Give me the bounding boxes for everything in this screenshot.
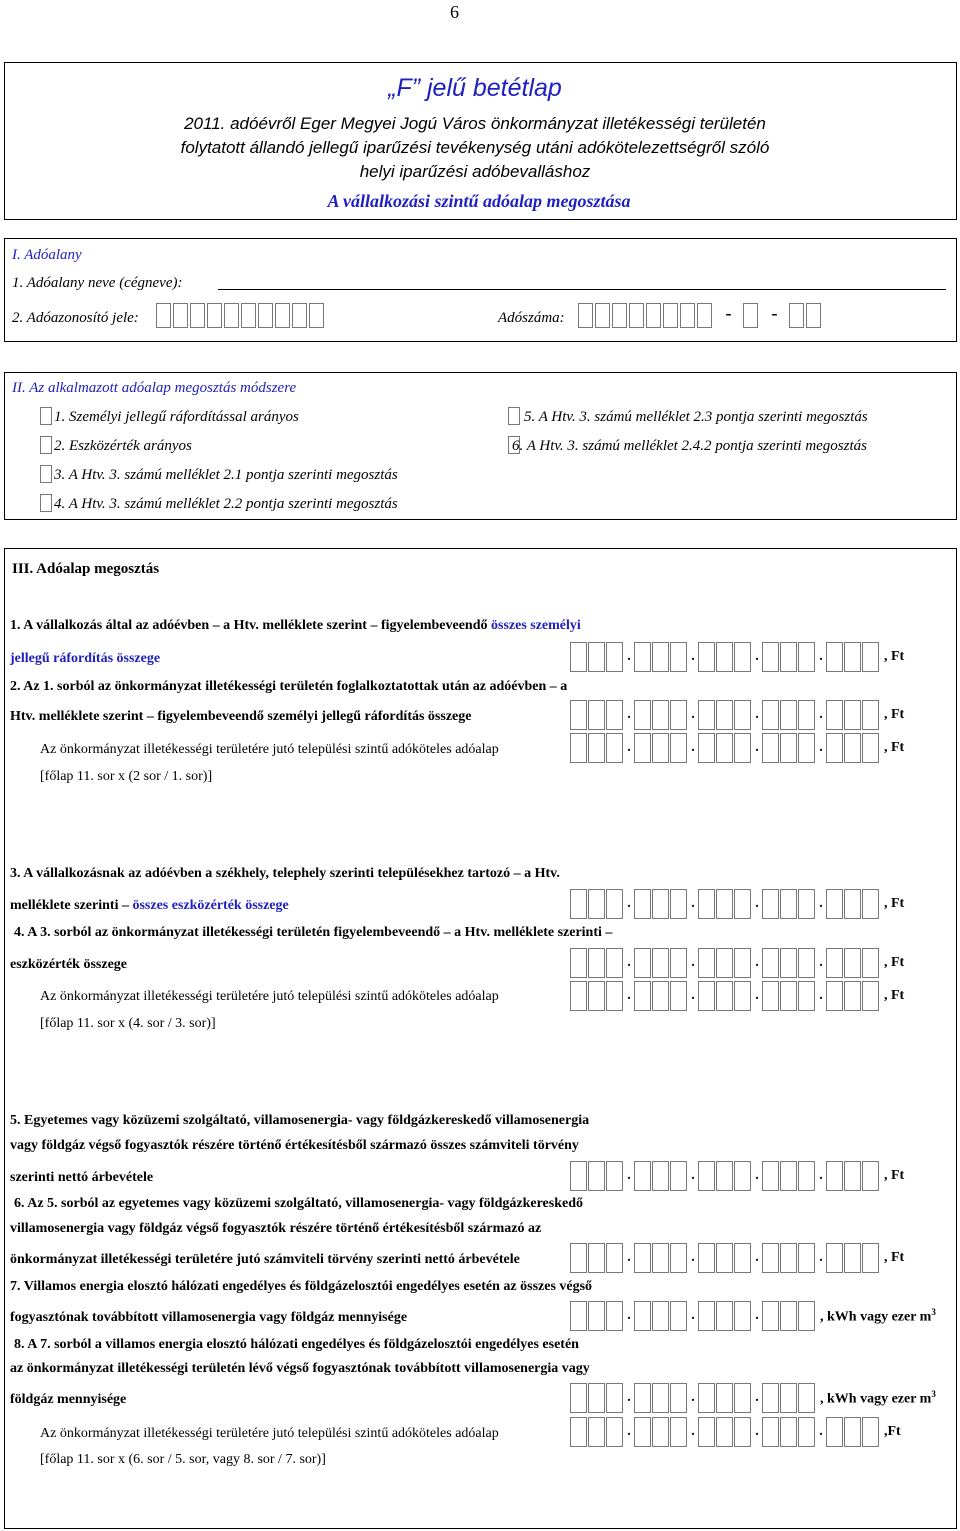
digit-cell[interactable] bbox=[844, 1417, 861, 1447]
digit-cell[interactable] bbox=[798, 981, 815, 1011]
digit-cell[interactable] bbox=[716, 1243, 733, 1273]
digit-cell[interactable] bbox=[606, 1161, 623, 1191]
digit-cell[interactable] bbox=[698, 981, 715, 1011]
digit-cell[interactable] bbox=[670, 1161, 687, 1191]
digit-cell[interactable] bbox=[634, 1383, 651, 1413]
method-1-label: 1. Személyi jellegű ráfordítással arányos bbox=[54, 409, 299, 425]
unit-label: , Ft bbox=[884, 1250, 905, 1265]
digit-cell[interactable] bbox=[652, 733, 669, 763]
thousands-separator: . bbox=[691, 955, 695, 970]
method-4-checkbox[interactable] bbox=[40, 494, 52, 512]
digit-cell[interactable] bbox=[588, 700, 605, 730]
digit-cell[interactable] bbox=[588, 1161, 605, 1191]
digit-cell[interactable] bbox=[780, 1243, 797, 1273]
digit-cell[interactable] bbox=[762, 1243, 779, 1273]
thousands-separator: . bbox=[755, 988, 759, 1003]
digit-cell[interactable] bbox=[762, 642, 779, 672]
digit-cell[interactable] bbox=[698, 889, 715, 919]
digit-cell[interactable] bbox=[570, 981, 587, 1011]
digit-cell[interactable] bbox=[762, 889, 779, 919]
digit-cell[interactable] bbox=[698, 1161, 715, 1191]
digit-cell[interactable] bbox=[734, 1383, 751, 1413]
unit-label: , Ft bbox=[884, 740, 905, 755]
digit-cell[interactable] bbox=[734, 1301, 751, 1331]
digit-cell[interactable] bbox=[716, 1161, 733, 1191]
digit-cell[interactable] bbox=[862, 1161, 879, 1191]
share-1-amount-input[interactable] bbox=[570, 733, 904, 763]
digit-cell[interactable] bbox=[652, 948, 669, 978]
share-2-amount-input[interactable] bbox=[570, 981, 904, 1011]
digit-cell[interactable] bbox=[844, 1161, 861, 1191]
digit-cell[interactable] bbox=[716, 981, 733, 1011]
share-3-text: Az önkormányzat illetékességi területére jutó települési szintű adóköteles adóalap bbox=[40, 1426, 499, 1441]
thousands-separator: . bbox=[627, 896, 631, 911]
digit-cell[interactable] bbox=[588, 1417, 605, 1447]
digit-cell[interactable] bbox=[762, 1301, 779, 1331]
row-7-text: 7. Villamos energia elosztó hálózati engedélyes és földgázelosztói engedélyes esetén az összes végső bbox=[10, 1279, 593, 1294]
digit-cell[interactable] bbox=[734, 889, 751, 919]
taxid-label: 2. Adóazonosító jele: bbox=[12, 310, 139, 326]
digit-cell[interactable] bbox=[862, 948, 879, 978]
digit-cell[interactable] bbox=[570, 1417, 587, 1447]
digit-cell[interactable] bbox=[798, 948, 815, 978]
method-6-label: 6. A Htv. 3. számú melléklet 2.4.2 pontja szerinti megosztás bbox=[512, 438, 867, 454]
digit-cell[interactable] bbox=[716, 889, 733, 919]
digit-cell[interactable] bbox=[670, 700, 687, 730]
thousands-separator: . bbox=[627, 988, 631, 1003]
thousands-separator: . bbox=[627, 1424, 631, 1439]
digit-cell[interactable] bbox=[606, 1301, 623, 1331]
digit-cell[interactable] bbox=[862, 1243, 879, 1273]
row-6-text: 6. Az 5. sorból az egyetemes vagy közüzemi szolgáltató, villamosenergia- vagy földgázkereskedő bbox=[14, 1196, 583, 1211]
page-number: 6 bbox=[450, 2, 459, 22]
digit-cell[interactable] bbox=[844, 733, 861, 763]
thousands-separator: . bbox=[755, 955, 759, 970]
digit-cell[interactable] bbox=[762, 700, 779, 730]
digit-cell[interactable] bbox=[862, 981, 879, 1011]
digit-cell[interactable] bbox=[762, 1383, 779, 1413]
digit-cell[interactable] bbox=[588, 1243, 605, 1273]
digit-cell[interactable] bbox=[780, 1383, 797, 1413]
row-2-text-2: Htv. melléklete szerint – figyelembeveendő személyi jellegű ráfordítás összege bbox=[10, 709, 472, 724]
thousands-separator: . bbox=[691, 1308, 695, 1323]
digit-cell[interactable] bbox=[844, 1243, 861, 1273]
unit-superscript: 3 bbox=[931, 1388, 936, 1399]
digit-cell[interactable] bbox=[698, 1301, 715, 1331]
digit-cell[interactable] bbox=[798, 642, 815, 672]
thousands-separator: . bbox=[627, 1390, 631, 1405]
digit-cell[interactable] bbox=[606, 733, 623, 763]
digit-cell[interactable] bbox=[634, 1417, 651, 1447]
digit-cell[interactable] bbox=[670, 1417, 687, 1447]
row-6-amount-input[interactable] bbox=[570, 1243, 904, 1273]
taxid-input[interactable] bbox=[156, 303, 326, 328]
thousands-separator: . bbox=[691, 988, 695, 1003]
share-1-text: Az önkormányzat illetékességi területére jutó települési szintű adóköteles adóalap bbox=[40, 742, 499, 757]
digit-cell[interactable] bbox=[670, 889, 687, 919]
unit-text: , kWh vagy ezer m bbox=[820, 1391, 932, 1407]
digit-cell[interactable] bbox=[652, 1301, 669, 1331]
row-4-amount-input[interactable] bbox=[570, 948, 904, 978]
digit-cell[interactable] bbox=[798, 1383, 815, 1413]
thousands-separator: . bbox=[755, 707, 759, 722]
digit-cell[interactable] bbox=[570, 1243, 587, 1273]
thousands-separator: . bbox=[627, 740, 631, 755]
section-2-title: II. Az alkalmazott adóalap megosztás módszere bbox=[12, 380, 297, 396]
row-8-text: 8. A 7. sorból a villamos energia elosztó hálózati engedélyes és földgázelosztói engedélyes esetén bbox=[14, 1337, 579, 1352]
thousands-separator: . bbox=[819, 896, 823, 911]
thousands-separator: . bbox=[691, 649, 695, 664]
row-5-amount-input[interactable] bbox=[570, 1161, 904, 1191]
digit-cell[interactable] bbox=[652, 981, 669, 1011]
row-2-text: 2. Az 1. sorból az önkormányzat illetékességi területén foglalkoztatottak után az adóévben – a bbox=[10, 679, 568, 694]
method-1-checkbox[interactable] bbox=[40, 407, 52, 425]
digit-cell[interactable] bbox=[862, 733, 879, 763]
digit-cell[interactable] bbox=[634, 1161, 651, 1191]
thousands-separator: . bbox=[755, 1424, 759, 1439]
thousands-separator: . bbox=[691, 740, 695, 755]
method-2-checkbox[interactable] bbox=[40, 436, 52, 454]
unit-label: , Ft bbox=[884, 707, 905, 722]
digit-cell[interactable] bbox=[670, 733, 687, 763]
method-4-label: 4. A Htv. 3. számú melléklet 2.2 pontja szerinti megosztás bbox=[54, 496, 398, 512]
method-5-checkbox[interactable] bbox=[508, 407, 520, 425]
digit-cell[interactable] bbox=[570, 889, 587, 919]
name-label: 1. Adóalany neve (cégneve): bbox=[12, 275, 183, 291]
thousands-separator: . bbox=[755, 1308, 759, 1323]
thousands-separator: . bbox=[819, 707, 823, 722]
digit-cell[interactable] bbox=[826, 948, 843, 978]
digit-cell[interactable] bbox=[780, 948, 797, 978]
digit-cell[interactable] bbox=[826, 1243, 843, 1273]
row-5-text: 5. Egyetemes vagy közüzemi szolgáltató, villamosenergia- vagy földgázkereskedő villamosenergia bbox=[10, 1113, 590, 1128]
row-3-text-2: melléklete szerinti – összes eszközérték összege bbox=[10, 898, 289, 913]
method-2-label: 2. Eszközérték arányos bbox=[54, 438, 192, 454]
method-3-checkbox[interactable] bbox=[40, 465, 52, 483]
thousands-separator: . bbox=[627, 707, 631, 722]
digit-cell[interactable] bbox=[716, 733, 733, 763]
digit-cell[interactable] bbox=[780, 1417, 797, 1447]
row-8-text-2: az önkormányzat illetékességi területén lévő végső fogyasztónak továbbított villamosenergia vagy bbox=[10, 1361, 590, 1376]
row-8-amount-input[interactable] bbox=[570, 1383, 936, 1413]
digit-cell[interactable] bbox=[698, 1243, 715, 1273]
page-title: „F” jelű betétlap bbox=[388, 74, 562, 102]
thousands-separator: . bbox=[627, 1250, 631, 1265]
digit-cell[interactable] bbox=[588, 1301, 605, 1331]
digit-cell[interactable] bbox=[570, 948, 587, 978]
digit-cell[interactable] bbox=[826, 733, 843, 763]
digit-cell[interactable] bbox=[734, 981, 751, 1011]
digit-cell[interactable] bbox=[798, 889, 815, 919]
digit-cell[interactable] bbox=[798, 1243, 815, 1273]
digit-cell[interactable] bbox=[588, 733, 605, 763]
digit-cell[interactable] bbox=[716, 1383, 733, 1413]
digit-cell[interactable] bbox=[606, 1383, 623, 1413]
thousands-separator: . bbox=[755, 740, 759, 755]
header-line-2: folytatott állandó jellegű iparűzési tevékenység utáni adókötelezettségről szóló bbox=[180, 138, 770, 157]
digit-cell[interactable] bbox=[570, 1161, 587, 1191]
row-4-text-2: eszközérték összege bbox=[10, 957, 128, 972]
share-2-text: Az önkormányzat illetékességi területére jutó települési szintű adóköteles adóalap bbox=[40, 989, 499, 1004]
digit-cell[interactable] bbox=[862, 642, 879, 672]
thousands-separator: . bbox=[755, 1390, 759, 1405]
header-line-3: helyi iparűzési adóbevalláshoz bbox=[359, 162, 591, 181]
digit-cell[interactable] bbox=[634, 948, 651, 978]
thousands-separator: . bbox=[691, 1250, 695, 1265]
row-7-text-2: fogyasztónak továbbított villamosenergia vagy földgáz mennyisége bbox=[10, 1310, 408, 1325]
thousands-separator: . bbox=[691, 707, 695, 722]
digit-cell[interactable] bbox=[762, 981, 779, 1011]
digit-cell[interactable] bbox=[588, 889, 605, 919]
digit-cell[interactable] bbox=[588, 948, 605, 978]
method-3-label: 3. A Htv. 3. számú melléklet 2.1 pontja szerinti megosztás bbox=[54, 467, 398, 483]
unit-text: , kWh vagy ezer m bbox=[820, 1309, 932, 1325]
section-1-title: I. Adóalany bbox=[12, 247, 82, 263]
formula-3: [főlap 11. sor x (6. sor / 5. sor, vagy 8. sor / 7. sor)] bbox=[40, 1452, 326, 1467]
digit-cell[interactable] bbox=[698, 700, 715, 730]
digit-cell[interactable] bbox=[716, 700, 733, 730]
formula-2: [főlap 11. sor x (4. sor / 3. sor)] bbox=[40, 1016, 216, 1031]
digit-cell[interactable] bbox=[734, 700, 751, 730]
section-3-title: III. Adóalap megosztás bbox=[12, 561, 160, 577]
thousands-separator: . bbox=[819, 955, 823, 970]
digit-cell[interactable] bbox=[652, 889, 669, 919]
unit-label: , Ft bbox=[884, 955, 905, 970]
row-8-text-3: földgáz mennyisége bbox=[10, 1392, 127, 1407]
digit-cell[interactable] bbox=[670, 981, 687, 1011]
digit-cell[interactable] bbox=[652, 642, 669, 672]
digit-cell[interactable] bbox=[698, 1383, 715, 1413]
unit-label: , Ft bbox=[884, 896, 905, 911]
digit-cell[interactable] bbox=[670, 1243, 687, 1273]
unit-superscript: 3 bbox=[931, 1306, 936, 1317]
share-3-amount-input[interactable] bbox=[570, 1417, 901, 1447]
thousands-separator: . bbox=[755, 649, 759, 664]
digit-cell[interactable] bbox=[634, 642, 651, 672]
digit-cell[interactable] bbox=[734, 733, 751, 763]
digit-cell[interactable] bbox=[570, 700, 587, 730]
digit-cell[interactable] bbox=[734, 1161, 751, 1191]
method-5-label: 5. A Htv. 3. számú melléklet 2.3 pontja szerinti megosztás bbox=[524, 409, 868, 425]
thousands-separator: . bbox=[819, 1168, 823, 1183]
thousands-separator: . bbox=[691, 896, 695, 911]
digit-cell[interactable] bbox=[844, 889, 861, 919]
digit-cell[interactable] bbox=[780, 642, 797, 672]
digit-cell[interactable] bbox=[670, 1301, 687, 1331]
row-3-text: 3. A vállalkozásnak az adóévben a székhely, telephely szerinti településekhez tartozó – a Htv. bbox=[10, 866, 560, 881]
digit-cell[interactable] bbox=[862, 889, 879, 919]
digit-cell[interactable] bbox=[826, 1161, 843, 1191]
digit-cell[interactable] bbox=[780, 1161, 797, 1191]
digit-cell[interactable] bbox=[588, 981, 605, 1011]
digit-cell[interactable] bbox=[652, 1161, 669, 1191]
digit-cell[interactable] bbox=[670, 948, 687, 978]
thousands-separator: . bbox=[691, 1424, 695, 1439]
thousands-separator: . bbox=[819, 1250, 823, 1265]
digit-cell[interactable] bbox=[716, 948, 733, 978]
digit-cell[interactable] bbox=[570, 1301, 587, 1331]
header-line-1: 2011. adóévről Eger Megyei Jogú Város önkormányzat illetékességi területén bbox=[184, 114, 766, 133]
digit-cell[interactable] bbox=[826, 981, 843, 1011]
thousands-separator: . bbox=[819, 988, 823, 1003]
digit-cell[interactable] bbox=[734, 642, 751, 672]
digit-cell[interactable] bbox=[798, 1161, 815, 1191]
digit-cell[interactable] bbox=[734, 1417, 751, 1447]
row-7-amount-input[interactable] bbox=[570, 1301, 936, 1331]
name-input-line[interactable] bbox=[218, 289, 946, 290]
digit-cell[interactable] bbox=[698, 948, 715, 978]
digit-cell[interactable] bbox=[798, 700, 815, 730]
thousands-separator: . bbox=[627, 955, 631, 970]
digit-cell[interactable] bbox=[780, 981, 797, 1011]
digit-cell[interactable] bbox=[634, 1243, 651, 1273]
digit-cell[interactable] bbox=[634, 1301, 651, 1331]
digit-cell[interactable] bbox=[780, 1301, 797, 1331]
digit-cell[interactable] bbox=[862, 700, 879, 730]
digit-cell[interactable] bbox=[734, 1243, 751, 1273]
row-4-text: 4. A 3. sorból az önkormányzat illetékességi területén figyelembeveendő – a Htv. melléklete szerinti – bbox=[14, 925, 613, 940]
digit-cell[interactable] bbox=[570, 1383, 587, 1413]
thousands-separator: . bbox=[819, 1424, 823, 1439]
digit-cell[interactable] bbox=[652, 1243, 669, 1273]
row-2-amount-input[interactable] bbox=[570, 700, 904, 730]
digit-cell[interactable] bbox=[762, 733, 779, 763]
digit-cell[interactable] bbox=[606, 1417, 623, 1447]
row-1-amount-input[interactable] bbox=[570, 642, 904, 672]
digit-cell[interactable] bbox=[698, 733, 715, 763]
digit-cell[interactable] bbox=[780, 733, 797, 763]
digit-cell[interactable] bbox=[606, 948, 623, 978]
digit-cell[interactable] bbox=[698, 1417, 715, 1447]
thousands-separator: . bbox=[627, 1168, 631, 1183]
thousands-separator: . bbox=[691, 1168, 695, 1183]
digit-cell[interactable] bbox=[826, 889, 843, 919]
digit-cell[interactable] bbox=[762, 1417, 779, 1447]
digit-cell[interactable] bbox=[798, 733, 815, 763]
digit-cell[interactable] bbox=[762, 1161, 779, 1191]
digit-cell[interactable] bbox=[652, 700, 669, 730]
digit-cell[interactable] bbox=[762, 948, 779, 978]
thousands-separator: . bbox=[755, 1250, 759, 1265]
digit-cell[interactable] bbox=[606, 1243, 623, 1273]
row-6-text-3: önkormányzat illetékességi területére jutó számviteli törvény szerinti nettó árbevétele bbox=[10, 1252, 520, 1267]
unit-label: , Ft bbox=[884, 988, 905, 1003]
taxnum-input[interactable]: - - bbox=[578, 303, 823, 328]
section-allocation bbox=[4, 548, 957, 1529]
digit-cell[interactable] bbox=[798, 1301, 815, 1331]
digit-cell[interactable] bbox=[798, 1417, 815, 1447]
digit-cell[interactable] bbox=[670, 642, 687, 672]
thousands-separator: . bbox=[819, 740, 823, 755]
digit-cell[interactable] bbox=[588, 642, 605, 672]
digit-cell[interactable] bbox=[570, 642, 587, 672]
thousands-separator: . bbox=[627, 649, 631, 664]
row-1-text-2: jellegű ráfordítás összege bbox=[10, 651, 161, 666]
row-1-text: 1. A vállalkozás által az adóévben – a Htv. melléklete szerint – figyelembeveendő összes személyi bbox=[10, 618, 581, 633]
digit-cell[interactable] bbox=[734, 948, 751, 978]
row-5-text-3: szerinti nettó árbevétele bbox=[10, 1170, 154, 1185]
digit-cell[interactable] bbox=[652, 1417, 669, 1447]
digit-cell[interactable] bbox=[588, 1383, 605, 1413]
digit-cell[interactable] bbox=[844, 948, 861, 978]
thousands-separator: . bbox=[627, 1308, 631, 1323]
unit-label bbox=[820, 1389, 936, 1408]
digit-cell[interactable] bbox=[780, 889, 797, 919]
digit-cell[interactable] bbox=[716, 1417, 733, 1447]
digit-cell[interactable] bbox=[698, 642, 715, 672]
row-5-text-2: vagy földgáz végső fogyasztók részére történő értékesítésből származó összes számviteli törvény bbox=[10, 1138, 579, 1153]
taxnum-label: Adószáma: bbox=[498, 310, 565, 326]
digit-cell[interactable] bbox=[606, 642, 623, 672]
digit-cell[interactable] bbox=[570, 733, 587, 763]
unit-label bbox=[820, 1307, 936, 1326]
row-6-text-2: villamosenergia vagy földgáz végső fogyasztók részére történő értékesítésből származó az bbox=[10, 1221, 542, 1236]
digit-cell[interactable] bbox=[826, 642, 843, 672]
row-3-amount-input[interactable] bbox=[570, 889, 904, 919]
unit-label: , Ft bbox=[884, 1168, 905, 1183]
digit-cell[interactable] bbox=[634, 700, 651, 730]
digit-cell[interactable] bbox=[826, 700, 843, 730]
unit-label: ,Ft bbox=[884, 1424, 901, 1439]
page-subtitle: A vállalkozási szintű adóalap megosztása bbox=[327, 191, 631, 211]
digit-cell[interactable] bbox=[670, 1383, 687, 1413]
digit-cell[interactable] bbox=[862, 1417, 879, 1447]
thousands-separator: . bbox=[755, 1168, 759, 1183]
digit-cell[interactable] bbox=[826, 1417, 843, 1447]
thousands-separator: . bbox=[691, 1390, 695, 1405]
digit-cell[interactable] bbox=[844, 981, 861, 1011]
digit-cell[interactable] bbox=[780, 700, 797, 730]
digit-cell[interactable] bbox=[634, 733, 651, 763]
digit-cell[interactable] bbox=[606, 981, 623, 1011]
digit-cell[interactable] bbox=[844, 700, 861, 730]
formula-1: [főlap 11. sor x (2 sor / 1. sor)] bbox=[40, 769, 213, 784]
digit-cell[interactable] bbox=[606, 700, 623, 730]
digit-cell[interactable] bbox=[716, 1301, 733, 1331]
unit-label: , Ft bbox=[884, 649, 905, 664]
thousands-separator: . bbox=[819, 649, 823, 664]
digit-cell[interactable] bbox=[606, 889, 623, 919]
digit-cell[interactable] bbox=[652, 1383, 669, 1413]
thousands-separator: . bbox=[755, 896, 759, 911]
digit-cell[interactable] bbox=[634, 889, 651, 919]
digit-cell[interactable] bbox=[844, 642, 861, 672]
digit-cell[interactable] bbox=[634, 981, 651, 1011]
digit-cell[interactable] bbox=[716, 642, 733, 672]
